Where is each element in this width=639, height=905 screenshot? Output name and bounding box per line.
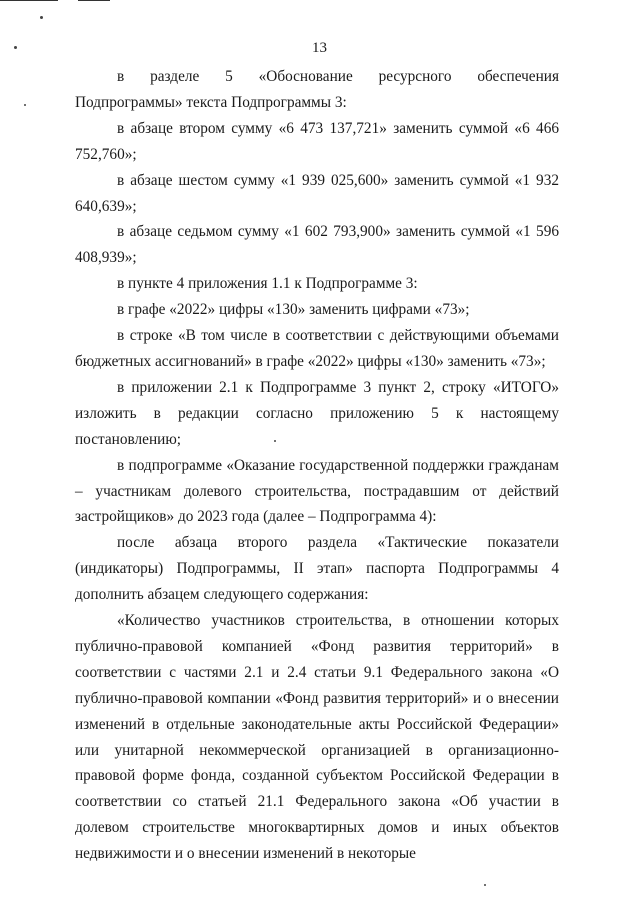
scan-artifact-dot xyxy=(484,884,486,886)
paragraph: в пункте 4 приложения 1.1 к Подпрограмме 3: xyxy=(117,275,418,293)
paragraph: в подпрограмме «Оказание государственной поддержки гражданам – участникам долевого строительства, пострадавшим от действий застройщиков» до 2023 года (далее – Подпрограмма 4): xyxy=(75,456,559,526)
paragraph: в разделе 5 «Обоснование ресурсного обеспечения Подпрограммы» текста Подпрограммы 3: xyxy=(75,68,559,111)
paragraph: в абзаце шестом сумму «1 939 025,600» заменить суммой «1 932 640,639»; xyxy=(75,171,559,215)
paragraph: в абзаце втором сумму «6 473 137,721» заменить суммой «6 466 752,760»; xyxy=(75,119,559,163)
paragraph: в строке «В том числе в соответствии с действующими объемами бюджетных ассигнований» в графе «2022» цифры «130» заменить «73»; xyxy=(75,327,559,370)
scan-artifact-line xyxy=(78,0,110,1)
document-body xyxy=(75,64,559,867)
scan-artifact-line xyxy=(0,0,58,1)
scan-artifact-dot xyxy=(24,104,26,106)
paragraph: в графе «2022» цифры «130» заменить цифрами «73»; xyxy=(117,301,470,319)
scan-artifact-dot xyxy=(40,16,43,19)
paragraph: в приложении 2.1 к Подпрограмме 3 пункт 2, строку «ИТОГО» изложить в редакции согласно приложению 5 к настоящему постановлению; xyxy=(75,378,559,448)
paragraph: в абзаце седьмом сумму «1 602 793,900» заменить суммой «1 596 408,939»; xyxy=(75,223,559,267)
paragraph: после абзаца второго раздела «Тактические показатели (индикаторы) Подпрограммы, II этап» паспорта Подпрограммы 4 дополнить абзацем следующего содержания: xyxy=(75,534,559,604)
page-number: 13 xyxy=(312,40,327,56)
paragraph: «Количество участников строительства, в отношении которых публично-правовой компанией «Фонд развития территорий» в соответствии с частями 2.1 и 2.4 статьи 9.1 Федерального закона «О публично-правовой компании «Фонд развития территорий» и о внесении изменений в отдельные законодательные акты Российской Федерации» или унитарной некоммерческой организацией в организационно-правовой форме фонда, созданной субъектом Российской Федерации в соответствии со статьей 21.1 Федерального закона «Об участии в долевом строительстве многоквартирных домов и иных объектов недвижимости и о внесении изменений в некоторые xyxy=(75,612,559,863)
